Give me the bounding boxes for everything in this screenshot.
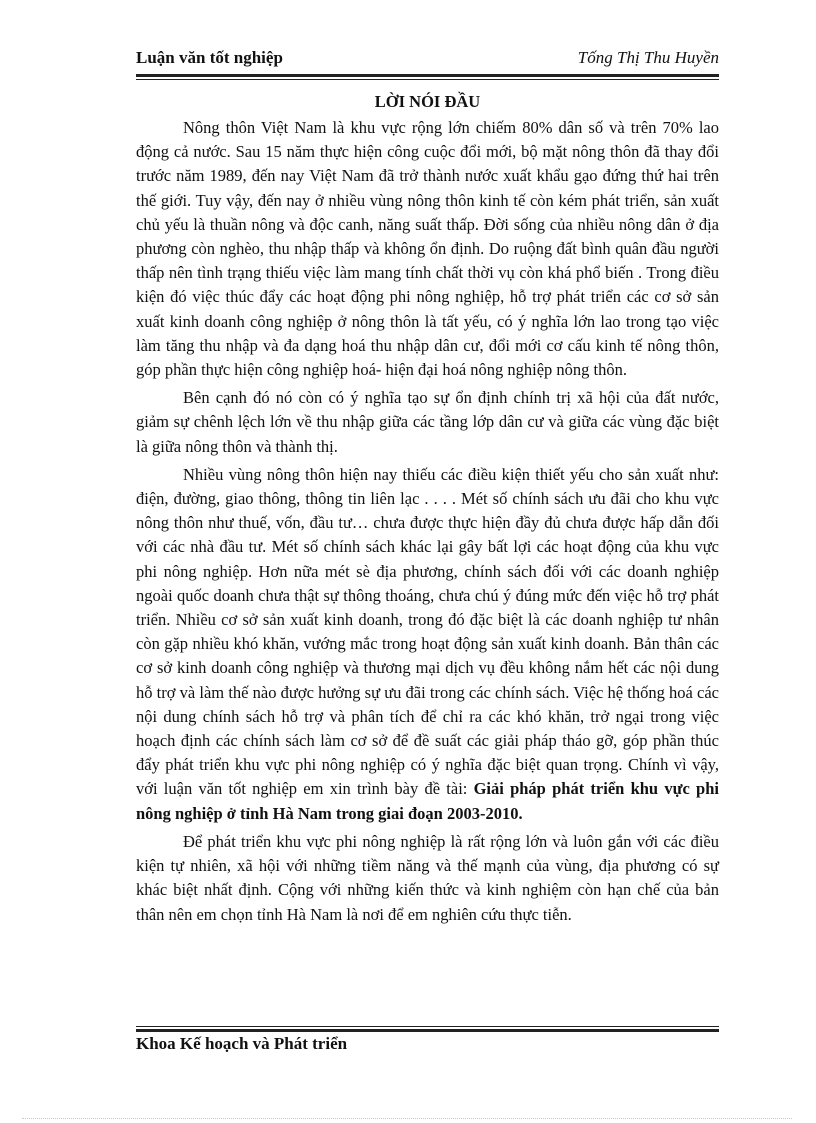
- paragraph-4: Để phát triển khu vực phi nông nghiệp là rất rộng lớn và luôn gắn với các điều kiện tự nhiên, xã hội với những tiềm năng và thế mạnh của vùng, địa phương có sự khác biệt nhất định. Cộng với những kiến thức và kinh nghiệm còn hạn chế của bản thân nên em chọn tỉnh Hà Nam là nơi để em nghiên cứu thực tiễn.: [136, 831, 719, 924]
- document-heading: LỜI NÓI ĐẦU: [374, 92, 481, 111]
- header-double-rule: [136, 74, 719, 80]
- thesis-title: Giải pháp phát triển khu vực phi nông nghiệp ở tỉnh Hà Nam trong giai đoạn 2003-2010.: [136, 779, 719, 823]
- header-author: Tống Thị Thu Huyền: [577, 48, 719, 67]
- document-body: [136, 90, 719, 931]
- footer-faculty: Khoa Kế hoạch và Phát triển: [136, 1034, 348, 1053]
- paragraph-3-text: Nhiều vùng nông thôn hiện nay thiếu các điều kiện thiết yếu cho sản xuất như: điện, đường, giao thông, thông tin liên lạc . . . . Mét số chính sách ưu đãi cho khu vực nông thôn như thuế, vốn, đầu tư… chưa được thực hiện đầy đủ chưa được hấp dẫn đối với các nhà đầu tư. Mét số chính sách khác lại gây bất lợi các hoạt động của khu vực phi nông nghiệp. Hơn nữa mét sè địa phương, chính sách đối với các doanh nghiệp ngoài quốc doanh chưa thật sự thông thoáng, chưa chú ý đúng mức đến việc hỗ trợ phát triển. Nhiều cơ sở sản xuất kinh doanh, trong đó đặc biệt là các doanh nghiệp tư nhân còn gặp nhiều khó khăn, vướng mắc trong hoạt động sản xuất kinh doanh. Bản thân các cơ sở kinh doanh công nghiệp và thương mại dịch vụ đều không nắm hết các nội dung hỗ trợ và làm thế nào được hưởng sự ưu đãi trong các chính sách. Việc hệ thống hoá các nội dung chính sách hỗ trợ và phân tích để chỉ ra các khó khăn, trở ngại trong việc hoạch định các chính sách làm cơ sở để đề suất các giải pháp tháo gỡ, góp phần thúc đẩy phát triển khu vực phi nông nghiệp có ý nghĩa đặc biệt quan trọng. Chính vì vậy, với luận văn tốt nghiệp em xin trình bày đề tài:: [136, 464, 719, 799]
- header-document-type: Luận văn tốt nghiệp: [136, 48, 283, 67]
- paragraph-3: [136, 463, 719, 826]
- page-header: [136, 48, 719, 72]
- footer-double-rule: [136, 1026, 719, 1032]
- page-edge-dotted-line: [22, 1118, 792, 1119]
- paragraph-1: Nông thôn Việt Nam là khu vực rộng lớn chiếm 80% dân số và trên 70% lao động cả nước. Sau 15 năm thực hiện công cuộc đổi mới, bộ mặt nông thôn đã thay đổi trước năm 1989, đến nay Việt Nam đã trở thành nước xuất khẩu gạo đứng thứ hai trên thế giới. Tuy vậy, đến nay ở nhiều vùng nông thôn kinh tế còn kém phát triển, sản xuất chủ yếu là thuần nông và độc canh, năng suất thấp. Đời sống của nhiều nông dân ở địa phương còn nghèo, thu nhập thấp và không ổn định. Do ruộng đất bình quân đầu người thấp nên tình trạng thiếu việc làm mang tính chất thời vụ còn khá phổ biến . Trong điều kiện đó việc thúc đẩy các hoạt động phi nông nghiệp, hỗ trợ phát triển các cơ sở sản xuất kinh doanh công nghiệp ở nông thôn là tất yếu, có ý nghĩa lớn lao trong tạo việc làm tăng thu nhập và đa dạng hoá thu nhập dân cư, đổi mới cơ cấu kinh tế nông thôn, góp phần thực hiện công nghiệp hoá- hiện đại hoá nông nghiệp nông thôn.: [136, 118, 719, 380]
- paragraph-2: Bên cạnh đó nó còn có ý nghĩa tạo sự ổn định chính trị xã hội của đất nước, giảm sự chênh lệch lớn về thu nhập giữa các tầng lớp dân cư và giữa các vùng đặc biệt là giữa nông thôn và thành thị.: [136, 388, 719, 456]
